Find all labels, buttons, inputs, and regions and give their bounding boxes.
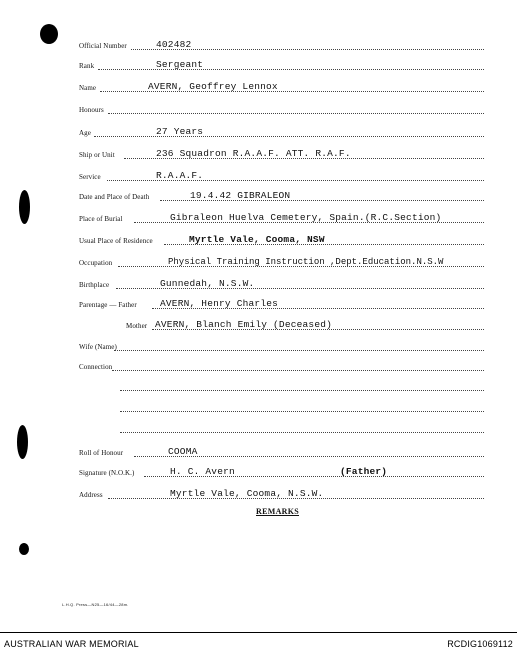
field-label: Official Number (79, 42, 127, 50)
field-signature-nok (0, 462, 517, 480)
field-value: Gunnedah, N.S.W. (160, 278, 255, 289)
field-value: Sergeant (156, 59, 204, 70)
field-address (0, 484, 517, 502)
field-value: 19.4.42 GIBRALEON (190, 190, 291, 201)
field-connection (0, 356, 517, 374)
field-line (120, 432, 484, 433)
field-parentage-father (0, 294, 517, 312)
field-value: 402482 (156, 39, 192, 50)
connection-line-4 (0, 418, 517, 436)
field-label: Age (79, 129, 91, 137)
field-value: R.A.A.F. (156, 170, 204, 181)
printer-imprint: L.H.Q. Press—N25—16/44—28m. (62, 602, 129, 607)
field-value: 236 Squadron R.A.A.F. ATT. R.A.F. (156, 148, 351, 159)
field-label: Usual Place of Residence (79, 237, 153, 245)
field-place-of-burial (0, 208, 517, 226)
field-label: Parentage — Father (79, 301, 137, 309)
punch-hole-bottom (19, 543, 29, 555)
field-line (112, 370, 484, 371)
signature-relation: (Father) (340, 466, 388, 477)
field-label: Wife (Name) (79, 343, 117, 351)
field-label: Signature (N.O.K.) (79, 469, 135, 477)
field-ship-or-unit (0, 144, 517, 162)
field-line (120, 411, 484, 412)
field-value: Physical Training Instruction ,Dept.Education.N.S.W (168, 257, 444, 267)
field-value: H. C. Avern (170, 466, 235, 477)
field-value: Myrtle Vale, Cooma, N.S.W. (170, 488, 324, 499)
field-wife (0, 336, 517, 354)
connection-line-2 (0, 376, 517, 394)
field-birthplace (0, 274, 517, 292)
field-name (0, 77, 517, 95)
field-value: Myrtle Vale, Cooma, NSW (189, 234, 325, 245)
remarks-heading: REMARKS (256, 507, 299, 516)
field-parentage-mother (0, 315, 517, 333)
field-service (0, 166, 517, 184)
field-date-place-of-death (0, 186, 517, 204)
field-usual-residence (0, 230, 517, 248)
field-label: Occupation (79, 259, 113, 267)
field-label: Connection (79, 363, 113, 371)
field-value: AVERN, Blanch Emily (Deceased) (155, 319, 333, 330)
connection-line-3 (0, 397, 517, 415)
field-label: Mother (126, 322, 148, 330)
field-label: Place of Burial (79, 215, 123, 223)
field-label: Birthplace (79, 281, 110, 289)
field-label: Rank (79, 62, 95, 70)
archive-footer (0, 632, 517, 654)
footer-source: AUSTRALIAN WAR MEMORIAL (4, 639, 139, 649)
field-line (120, 390, 484, 391)
field-value: AVERN, Henry Charles (160, 298, 279, 309)
footer-record-id: RCDIG1069112 (447, 639, 513, 649)
field-label: Service (79, 173, 101, 181)
field-occupation (0, 252, 517, 270)
field-label: Honours (79, 106, 104, 114)
field-label: Name (79, 84, 97, 92)
field-rank (0, 55, 517, 73)
field-honours (0, 99, 517, 117)
field-line (94, 136, 484, 137)
field-value: AVERN, Geoffrey Lennox (148, 81, 278, 92)
field-label: Date and Place of Death (79, 193, 150, 201)
field-label: Roll of Honour (79, 449, 124, 457)
field-line (114, 350, 484, 351)
field-label: Address (79, 491, 103, 499)
field-label: Ship or Unit (79, 151, 115, 159)
field-value: COOMA (168, 446, 198, 457)
field-line (108, 113, 484, 114)
field-roll-of-honour (0, 442, 517, 460)
field-value: 27 Years (156, 126, 204, 137)
field-official-number (0, 35, 517, 53)
field-value: Gibraleon Huelva Cemetery, Spain.(R.C.Section) (170, 212, 442, 223)
field-age (0, 122, 517, 140)
